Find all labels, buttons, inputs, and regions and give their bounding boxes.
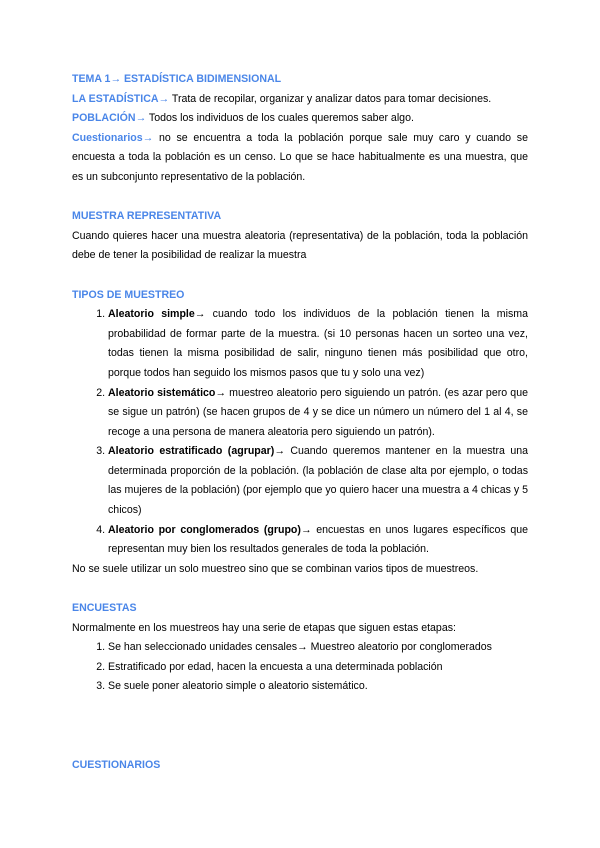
list-item: [108, 384, 528, 443]
list-item-text: → cuando todo los individuos de la población tienen la misma probabilidad de formar parte de la muestra. (si 10 personas hacen un sorteo una vez, todas tienen la misma posibilidad de salir, ninguno tienen más posibilidad que otro, porque todos han seguido los mismos pasos que tu y solo una vez): [108, 308, 528, 379]
section-heading-cuestionarios: CUESTIONARIOS: [72, 758, 161, 771]
spacer: [72, 736, 528, 756]
section-heading-muestra: MUESTRA REPRESENTATIVA: [72, 210, 222, 223]
term-estadistica: LA ESTADÍSTICA→: [72, 92, 170, 105]
list-item-text: → muestreo aleatorio pero siguiendo un patrón. (es azar pero que se sigue un patrón) (se hacen grupos de 4 y se dice un número un número del 1 al 4, se recoge a una persona de manera aleatoria pero siguiendo un patrón).: [108, 386, 528, 438]
spacer: [72, 266, 528, 286]
document-page: [72, 70, 528, 775]
definition-estadistica: [72, 90, 528, 110]
definition-cuestionarios-text: no se encuentra a toda la población porque sale muy caro y cuando se encuesta a toda la población es un censo. Lo que se hace habitualmente es una muestra, que es un subconjunto representativo de la población.: [72, 131, 528, 183]
list-item: 3. Se suele poner aleatorio simple o aleatorio sistemático.: [108, 677, 528, 697]
spacer: [72, 717, 528, 737]
definition-estadistica-text: Trata de recopilar, organizar y analizar datos para tomar decisiones.: [169, 92, 492, 105]
list-item-title: Aleatorio estratificado (agrupar): [108, 445, 275, 458]
list-item: [108, 521, 528, 560]
list-item-title: Aleatorio por conglomerados (grupo): [108, 523, 301, 536]
list-item: [108, 442, 528, 520]
list-item: 1. Se han seleccionado unidades censales→ Muestreo aleatorio por conglomerados: [108, 638, 528, 658]
definition-poblacion-text: Todos los individuos de los cuales queremos saber algo.: [146, 112, 414, 125]
encuestas-intro: Normalmente en los muestreos hay una serie de etapas que siguen estas etapas:: [72, 621, 456, 634]
section-heading-encuestas: ENCUESTAS: [72, 602, 137, 615]
term-cuestionarios: Cuestionarios→: [72, 131, 154, 144]
definition-cuestionarios: [72, 129, 528, 188]
definition-poblacion: [72, 109, 528, 129]
list-item: 2. Estratificado por edad, hacen la encuesta a una determinada población: [108, 658, 528, 678]
list-item: [108, 305, 528, 383]
list-item-title: Aleatorio sistemático: [108, 386, 216, 399]
list-item-text: → encuestas en unos lugares específicos que representan muy bien los resultados generales de toda la población.: [108, 523, 529, 556]
encuestas-list: [72, 638, 528, 697]
section-text-muestra: Cuando quieres hacer una muestra aleatoria (representativa) de la población, toda la población debe de tener la posibilidad de realizar la muestra: [72, 229, 528, 262]
spacer: [72, 188, 528, 208]
term-poblacion: POBLACIÓN→: [72, 112, 147, 125]
list-item-text: → Cuando queremos mantener en la muestra una determinada proporción de la población. (la población de clase alta por ejemplo, o todas las mujeres de la población) (por ejemplo que yo quiero hacer una muestra a 4 chicas y 5 chicos): [108, 445, 529, 517]
section-heading-tipos: TIPOS DE MUESTREO: [72, 288, 185, 301]
tipos-list: [72, 305, 528, 560]
document-title: TEMA 1→ ESTADÍSTICA BIDIMENSIONAL: [72, 73, 282, 85]
spacer: [72, 697, 528, 717]
list-item-title: Aleatorio simple: [108, 308, 195, 321]
spacer: [72, 579, 528, 599]
tipos-note: No se suele utilizar un solo muestreo sino que se combinan varios tipos de muestreos.: [72, 562, 479, 575]
